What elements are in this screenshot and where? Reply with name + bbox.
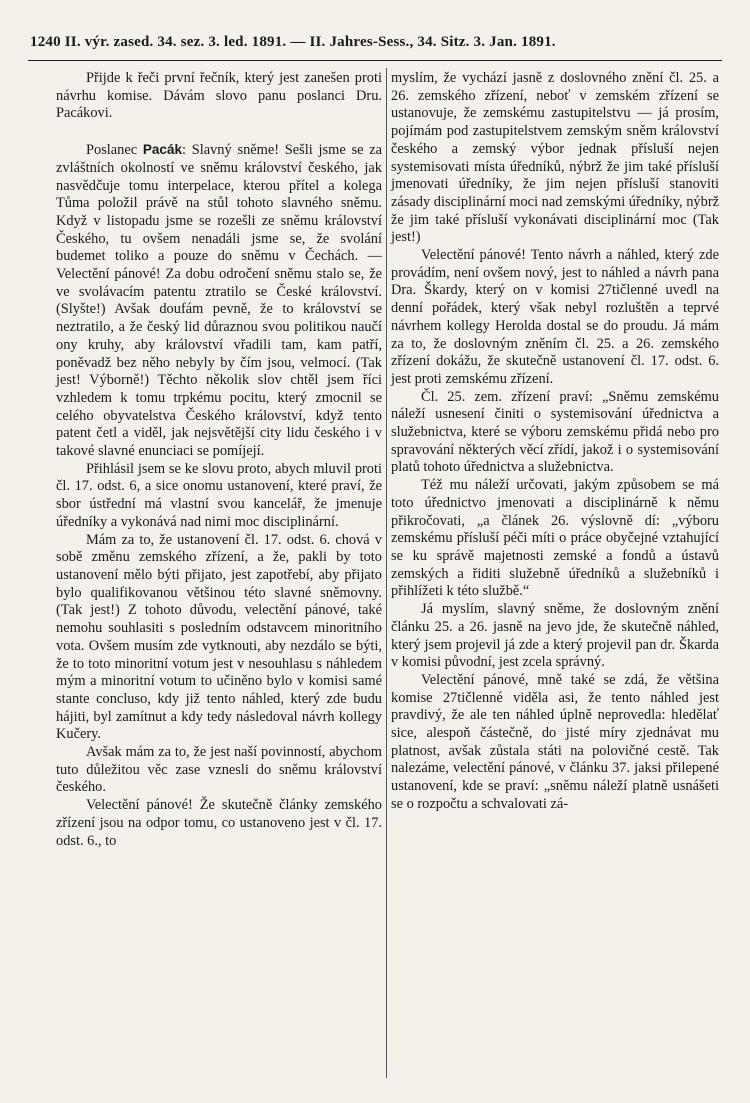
left-paragraph-1: Přijde k řeči první řečník, který jest zanešen proti návrhu komise. Dávám slovo panu poslanci Dru. Pacákovi. xyxy=(56,70,382,122)
right-paragraph-4: Též mu náleží určovati, jakým způsobem se má toto úřednictvo jmenovati a disciplinárně k němu přikročovati, „a článek 26. výslovně dí: „výboru zemskému přísluší péči míti o práce obyčejné vztahující se ku správě majetnosti zemské a fondů a ústavů zemských a řiditi služebně úředníků a služebníků i přihlížeti k této službě.“ xyxy=(391,477,719,600)
right-paragraph-6: Velectění pánové, mně také se zdá, že většina komise 27tičlenné viděla asi, že tento náhled jest pravdivý, že ale ten náhled úplně neprovedla: hledělať sice, alespoň částečně, do jisté míry zjednávat mu platnost, avšak zůstala státi na polovičné cestě. Tak nalezáme, velectění pánové, v článku 37. jaksi přilepené ustanovení, kde se praví: „sněmu náleží platně usnášeti se o rozpočtu a schvalovati zá- xyxy=(391,671,719,812)
left-paragraph-3: Přihlásil jsem se ke slovu proto, abych mluvil proti čl. 17. odst. 6, a sice onomu ustanovení, které praví, že sbor ústřední má vlastní svou kancelář, že jmenuje úředníky a vykonává nad nimi moc disciplinární. xyxy=(56,460,382,530)
left-paragraph-6: Velectění pánové! Že skutečně články zemského zřízení jsou na odpor tomu, co ustanoveno jest v čl. 17. odst. 6., to xyxy=(56,797,382,849)
left-paragraph-4: Mám za to, že ustanovení čl. 17. odst. 6. chová v sobě změnu zemského zřízení, a že, pakli by toto ustanovení mělo býti přijato, jest zapotřebí, aby přijato bylo qualifikovanou většinou této slavné sněmovny. (Tak jest!) Z tohoto důvodu, velectění pánové, také nemohu souhlasiti s posledním odstavcem minoritního vota. Ovšem musím zde vytknouti, aby nezdálo se býti, že to toto minoritní votum jest v nesouhlasu s náhledem mým a minoritní votum to učiněno bylo v komisi samé stante concluso, kdy již tento náhled, který zde budu hájiti, byl zamítnut a kdy tedy následoval návrh kollegy Kučery. xyxy=(56,531,382,743)
left-column xyxy=(56,70,382,850)
speaker-name: Pacák xyxy=(142,142,182,158)
right-column xyxy=(391,70,719,814)
header-rule xyxy=(28,60,722,61)
speaker-prefix: Poslanec xyxy=(86,142,143,159)
page-header: 1240 II. výr. zased. 34. sez. 3. led. 1891. — II. Jahres-Sess., 34. Sitz. 3. Jan. 1891. xyxy=(30,34,556,50)
speech-text: : Slavný sněme! Sešli jsme se za zvláštních okolností ve sněmu království českého, jak nasvědčuje tomu interpelace, kterou přítel a kolega Tůma položil právě na stůl tohoto slavného sněmu. Když v listopadu jsme se rozešli ze sněmu království Českého, tu ovšem nenadáli jsme se, že svolání budemet toliko a pouze do sněmu v Čechách. — Velectění pánové! Za dobu odročení sněmu stalo se, že ve svolávacím patentu ztratilo se České království. (Slyšte!) Avšak doufám pevně, že to království se neztratilo, a že český lid důraznou svou politikou naučí ony kruhy, aby království vřadili tam, kam patří, poněvadž bez něho nebyly by čím jsou, velmocí. (Tak jest! Výborně!) Těchto několik slov chtěl jsem říci vzhledem k tomu trpkému pocitu, který zmocnil se celého obyvatelstva Českého království, když tento patent četl a viděl, jak nejsvětější city lidu českého i v takové slavné enunciaci se pomíjejí. xyxy=(56,142,382,460)
left-paragraph-2 xyxy=(56,141,382,461)
right-paragraph-1: myslím, že vychází jasně z doslovného znění čl. 25. a 26. zemského zřízení, neboť v zemském zřízení se ustanovuje, že zemskému zastupitelstvu — já prosím, pojímám pod zastupitelstvem zemským sněm království českého a zemský výbor jednak přísluší nejen systemisovati místa úředníků, nýbrž že jim také přísluší jmenovati úředníky, že jim nejen přísluší stanoviti zásady disciplinární moci nad zemskými úředníky, nýbrž že jim také přísluší vykonávati disciplinární moc (Tak jest!) xyxy=(391,70,719,246)
column-separator xyxy=(386,68,387,1078)
left-paragraph-5: Avšak mám za to, že jest naší povinností, abychom tuto důležitou věc zase vznesli do sněmu království českého. xyxy=(56,744,382,796)
right-paragraph-3: Čl. 25. zem. zřízení praví: „Sněmu zemskému náleží usnesení činiti o systemisování úřednictva a služebnictva, které se výboru zemskému přidá nebo pro spravování některých věcí zřídí, jakož i o systemisování platů tohoto úřednictva a služebnictva. xyxy=(391,388,719,476)
right-paragraph-2: Velectění pánové! Tento návrh a náhled, který zde provádím, není ovšem nový, jest to náhled a návrh pana Dra. Škardy, který on v komisi 27tičlenné uvedl na denní pořádek, který však nebyl rozluštěn a teprvé návrhem kollegy Herolda dostal se do proudu. Já mám za to, že doslovným zněním čl. 25. a 26. zemského zřízení dokážu, že skutečně ustanovení čl. 17. odst. 6. jest proti zemskému zřízení. xyxy=(391,247,719,387)
right-paragraph-5: Já myslím, slavný sněme, že doslovným znění článku 25. a 26. jasně na jevo jde, že skutečně náhled, který jsem projevil já zde a který projevil pan dr. Škarda v komisi původní, jest zcela správný. xyxy=(391,601,719,671)
